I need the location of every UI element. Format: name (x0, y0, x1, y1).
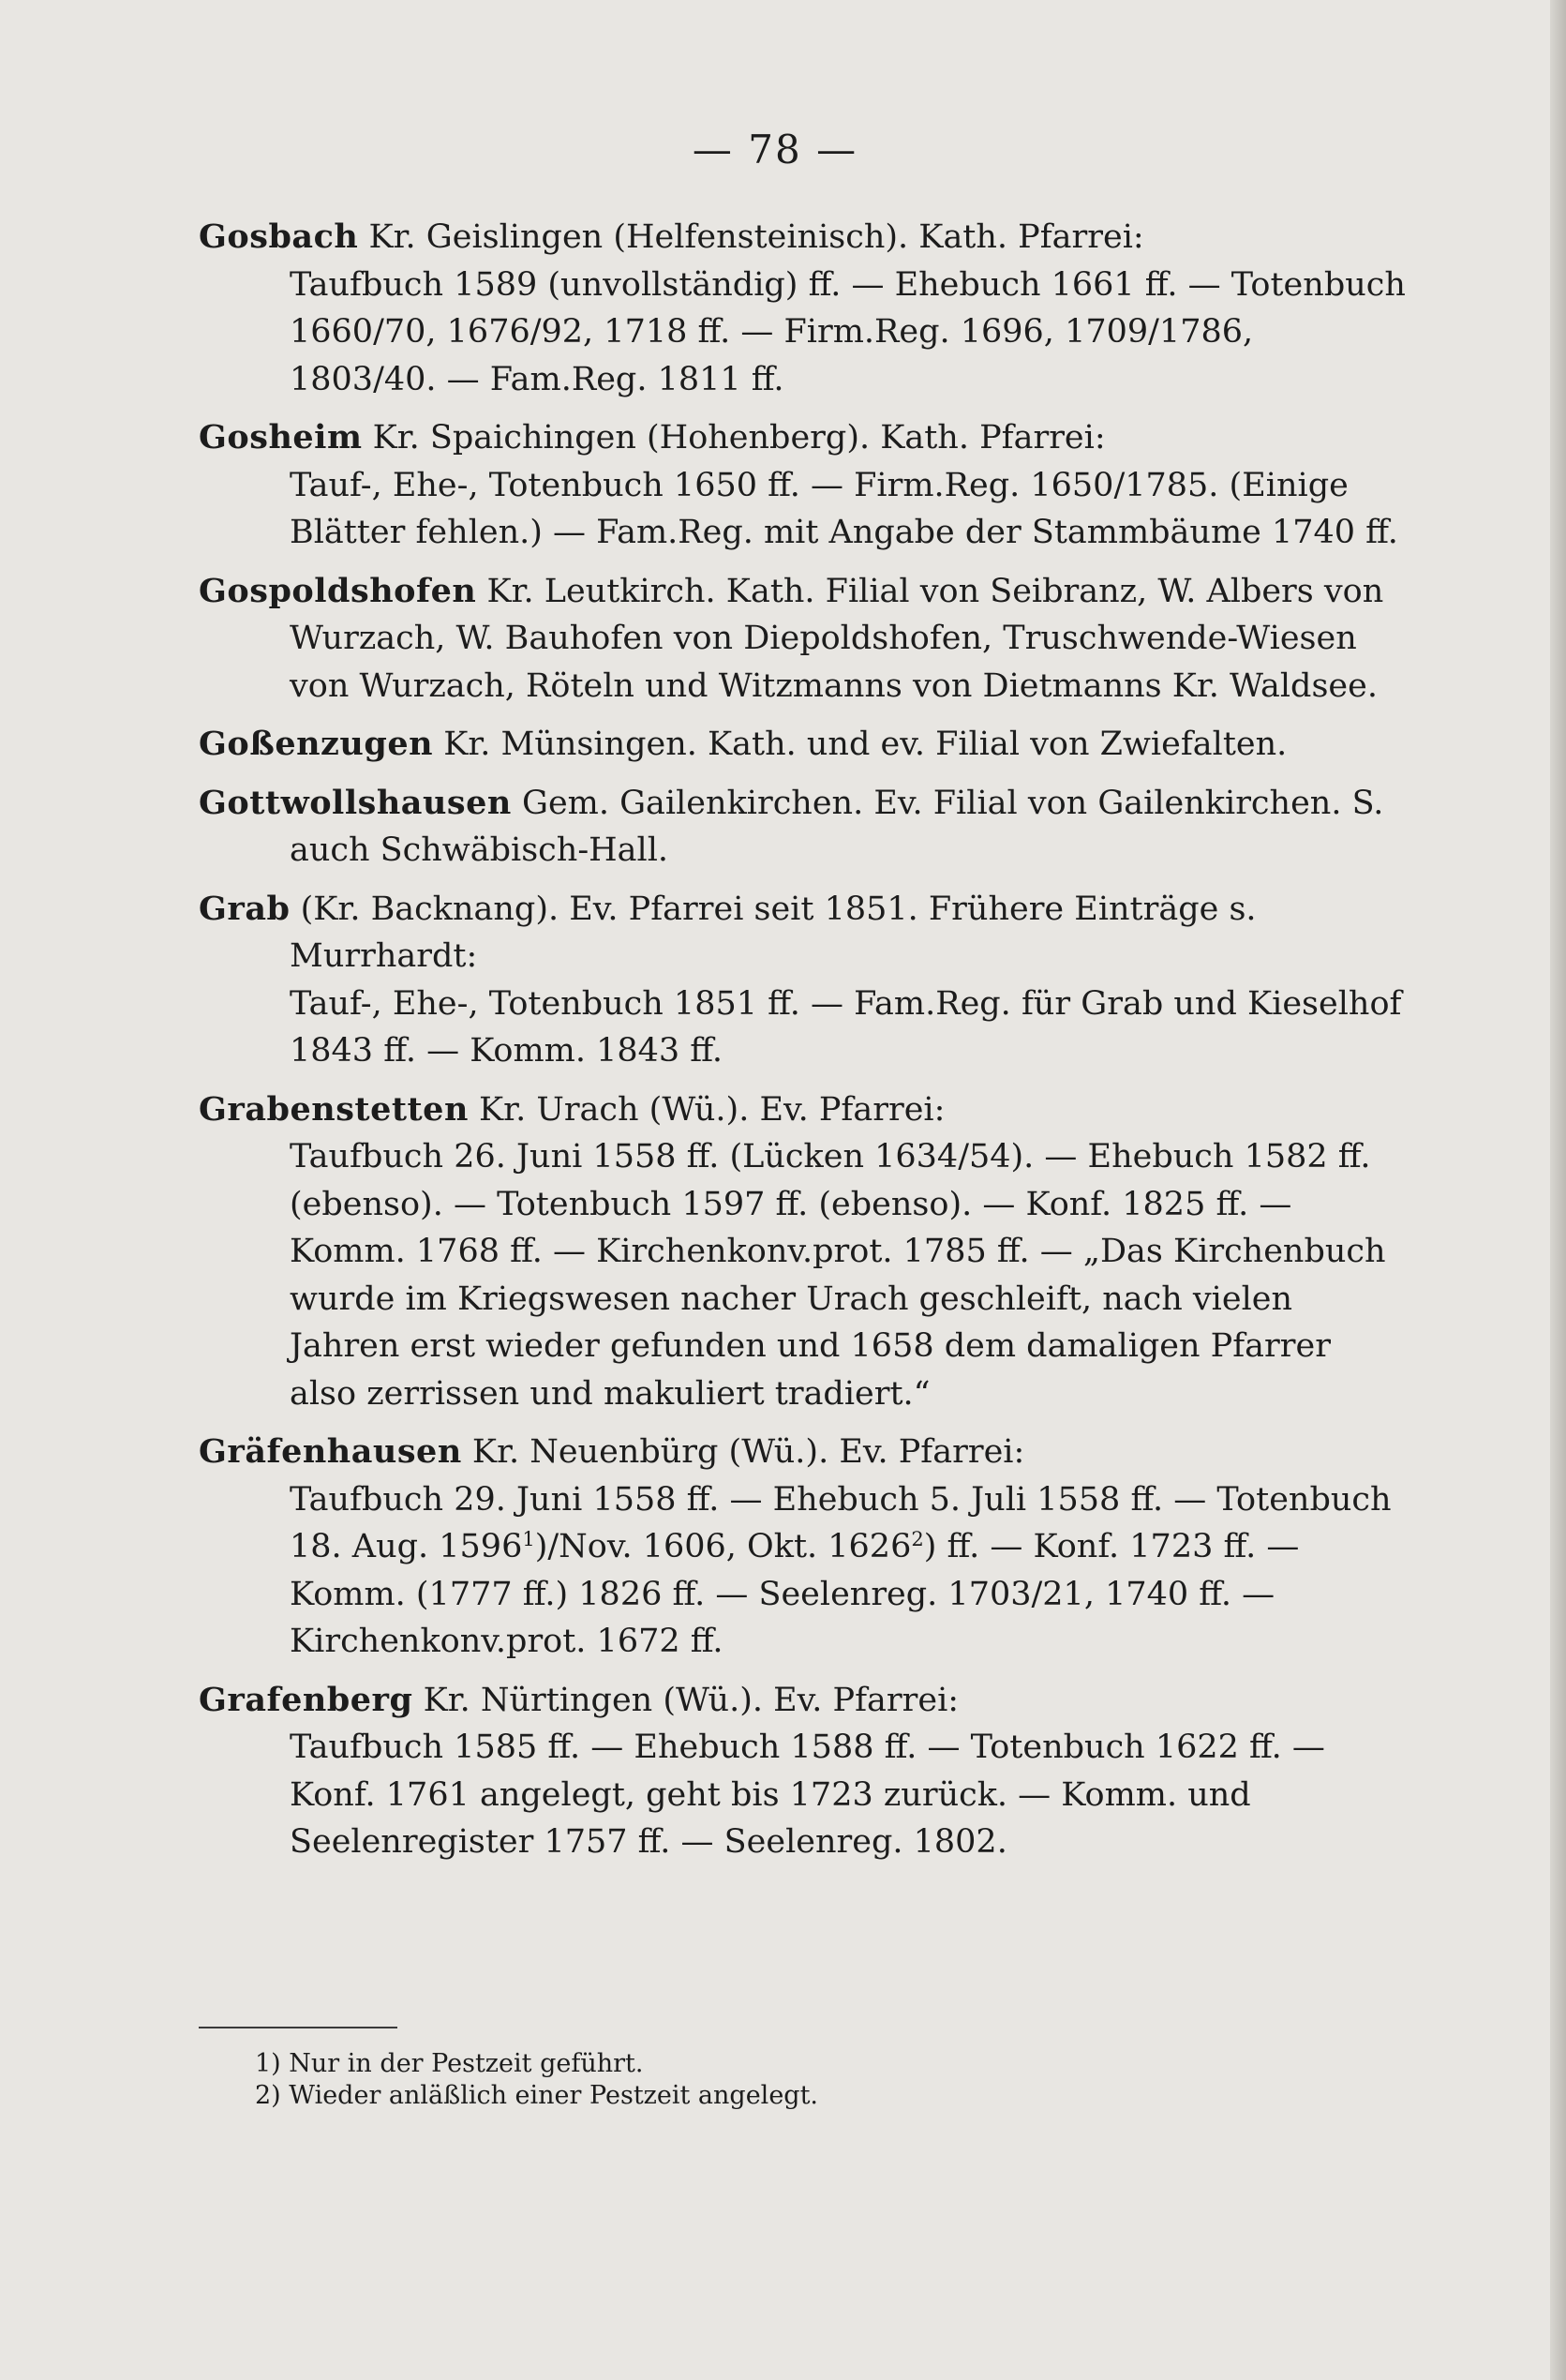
entry-name: Gosbach (199, 217, 359, 256)
footnote-ref: 1 (522, 1528, 535, 1550)
entry-grafenberg (199, 1677, 1408, 1866)
entry-name: Gräfenhausen (199, 1432, 462, 1471)
entry-records: Tauf-, Ehe-, Totenbuch 1650 ff. — Firm.Reg. 1650/1785. (Einige Blätter fehlen.) — Fam.Reg. mit Angabe der Stammbäume 1740 ff. (290, 466, 1398, 551)
footnote-ref: 2 (911, 1528, 924, 1550)
entry-list (199, 214, 1408, 1866)
entry-grabenstetten (199, 1086, 1408, 1418)
entry-text: (Kr. Backnang). Ev. Pfarrei seit 1851. Frühere Einträge s. Murrhardt: (290, 890, 1257, 975)
entry-name: Gottwollshausen (199, 783, 512, 822)
page-number: — 78 — (692, 127, 858, 172)
entry-text: Kr. Neuenbürg (Wü.). Ev. Pfarrei: (471, 1433, 1025, 1471)
entry-name: Grab (199, 889, 291, 928)
footnote-1: 1) Nur in der Pestzeit geführt. (255, 2049, 644, 2078)
footnote-2: 2) Wieder anläßlich einer Pestzeit angelegt. (255, 2081, 819, 2110)
entry-records: Taufbuch 1589 (unvollständig) ff. — Ehebuch 1661 ff. — Totenbuch 1660/70, 1676/92, 1718 ff. — Firm.Reg. 1696, 1709/1786, 1803/40. — Fam.Reg. 1811 ff. (290, 265, 1406, 398)
entry-text: Gem. Gailenkirchen. Ev. Filial von Gailenkirchen. S. auch Schwäbisch-Hall. (290, 784, 1384, 869)
entry-records (199, 1476, 1408, 1666)
entry-name: Gospoldshofen (199, 571, 477, 610)
entry-name: Grafenberg (199, 1680, 413, 1719)
entry-text: Kr. Geislingen (Helfensteinisch). Kath. Pfarrei: (368, 218, 1144, 256)
entry-graefenhausen (199, 1429, 1408, 1666)
entry-text: Kr. Nürtingen (Wü.). Ev. Pfarrei: (423, 1681, 960, 1719)
entry-gosheim (199, 414, 1408, 557)
entry-gosbach (199, 214, 1408, 403)
footnotes (255, 2048, 1192, 2112)
entry-records: Tauf-, Ehe-, Totenbuch 1851 ff. — Fam.Reg. für Grab und Kieselhof 1843 ff. — Komm. 1843 ff. (290, 984, 1402, 1070)
entry-text: Kr. Münsingen. Kath. und ev. Filial von Zwiefalten. (443, 726, 1288, 763)
entry-text: Kr. Urach (Wü.). Ev. Pfarrei: (479, 1090, 946, 1129)
page-edge (1550, 0, 1566, 2380)
entry-name: Grabenstetten (199, 1089, 469, 1129)
entry-grab (199, 886, 1408, 1075)
entry-gottwollshausen (199, 780, 1408, 875)
records-part: )/Nov. 1606, Okt. 1626 (534, 1528, 912, 1565)
entry-records: Taufbuch 1585 ff. — Ehebuch 1588 ff. — Totenbuch 1622 ff. — Konf. 1761 angelegt, geht bis 1723 zurück. — Komm. und Seelenregister 1757 ff. — Seelenreg. 1802. (290, 1729, 1325, 1861)
entry-text: Kr. Spaichingen (Hohenberg). Kath. Pfarrei: (372, 419, 1106, 457)
footnote-divider (199, 2027, 397, 2028)
entry-gospoldshofen (199, 568, 1408, 711)
records-part: ) ff. — Konf. 1723 ff. — Komm. (1777 ff.) 1826 ff. — Seelenreg. 1703/21, 1740 ff. — Kirchenkonv.prot. 1672 ff. (290, 1528, 1300, 1660)
entry-name: Gosheim (199, 418, 363, 457)
entry-name: Goßenzugen (199, 725, 434, 763)
entry-text: Kr. Leutkirch. Kath. Filial von Seibranz, W. Albers von Wurzach, W. Bauhofen von Diepoldshofen, Truschwende-Wiesen von Wurzach, Röteln und Witzmanns von Dietmanns Kr. Waldsee. (290, 572, 1384, 705)
entry-gossenzugen (199, 721, 1408, 769)
records-part: Taufbuch 29. Juni 1558 ff. — Ehebuch 5. Juli 1558 ff. — Totenbuch 18. Aug. 1596 (290, 1480, 1392, 1565)
entry-records: Taufbuch 26. Juni 1558 ff. (Lücken 1634/54). — Ehebuch 1582 ff. (ebenso). — Totenbuch 1597 ff. (ebenso). — Konf. 1825 ff. — Komm. 1768 ff. — Kirchenkonv.prot. 1785 ff. — „Das Kirchenbuch wurde im Kriegswesen nacher Urach geschleift, nach vielen Jahren erst wieder gefunden und 1658 dem damaligen Pfarrer also zerrissen und makuliert tradiert.“ (290, 1138, 1386, 1413)
